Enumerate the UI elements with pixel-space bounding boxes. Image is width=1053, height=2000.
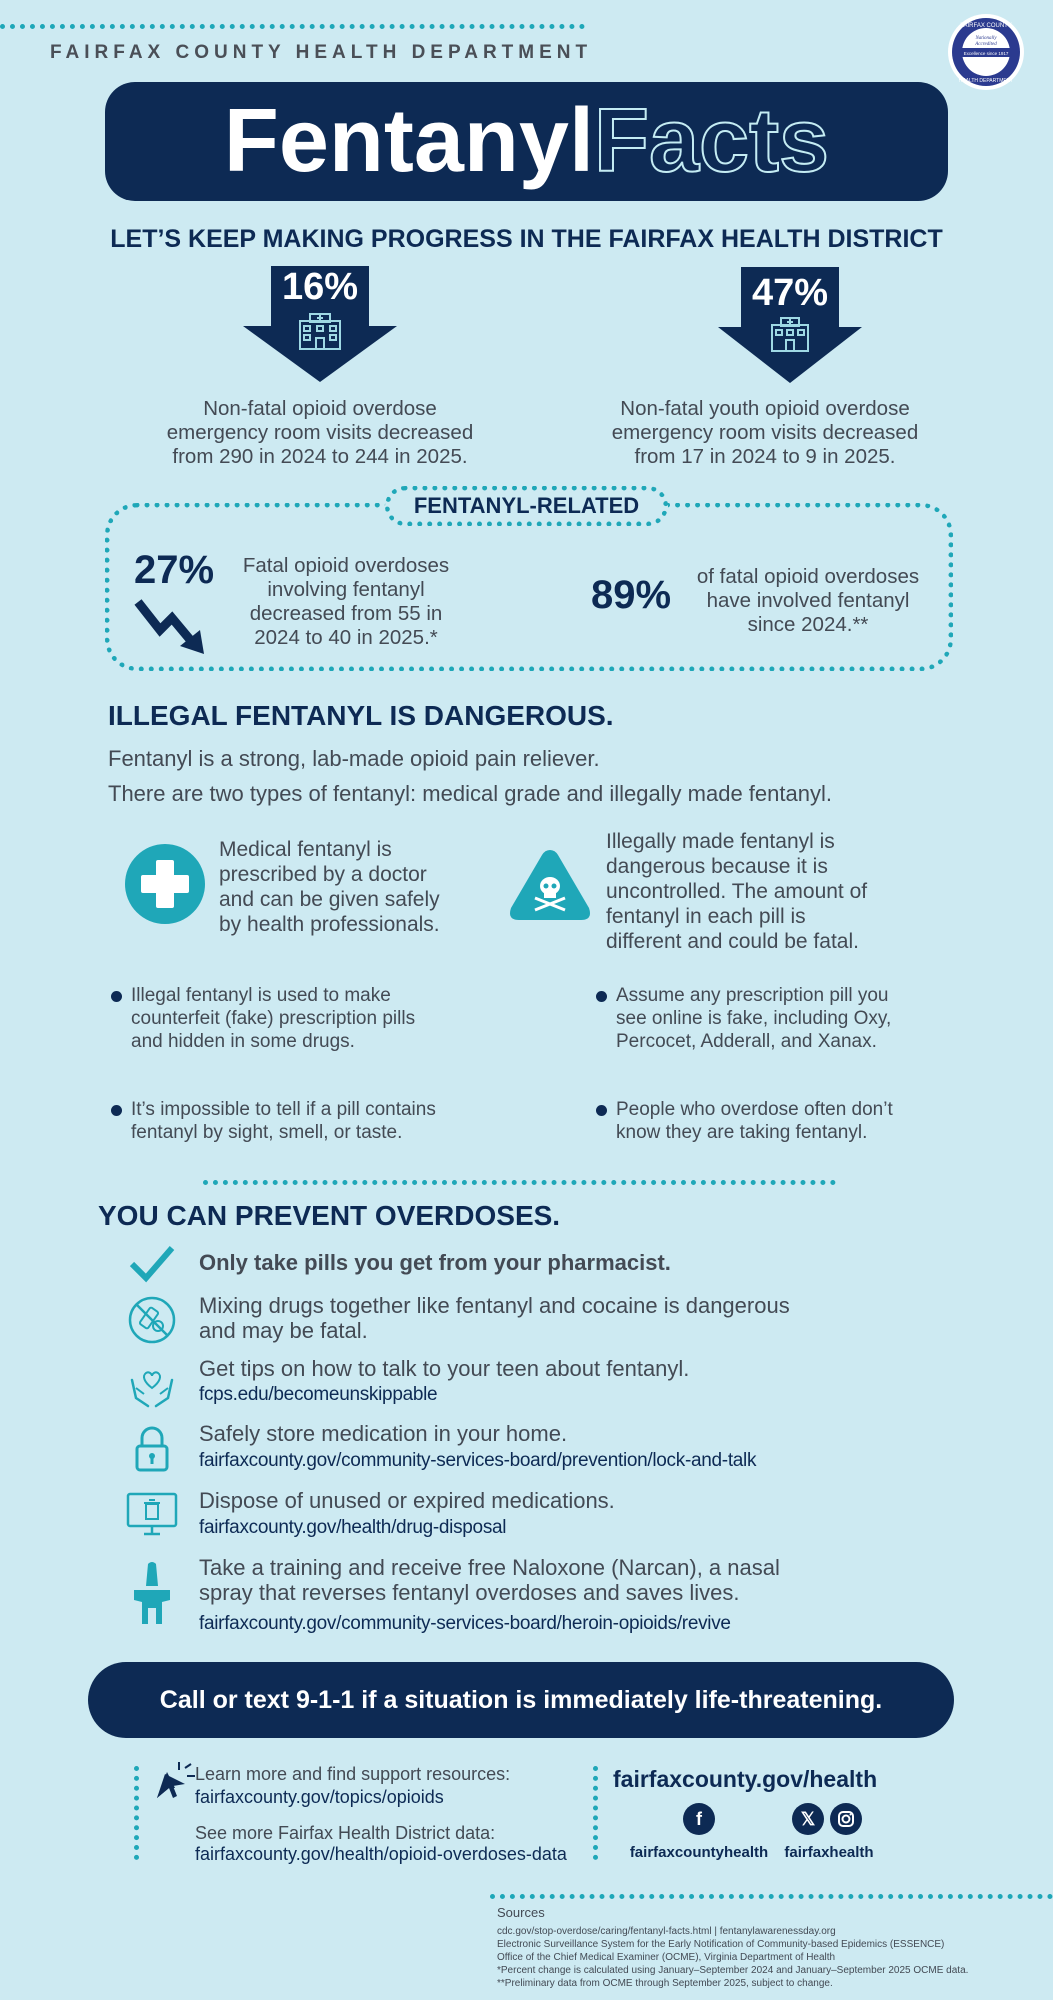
- stat-1-line-1: Non-fatal opioid overdose: [203, 397, 437, 420]
- fentanyl-involved-text: [676, 565, 940, 637]
- health-department-seal: [948, 14, 1024, 90]
- sources-dotted-divider: [490, 1894, 1053, 1899]
- fr-right-line-1: of fatal opioid overdoses: [696, 565, 920, 588]
- medical-line-4: by health professionals.: [219, 913, 440, 936]
- section-dotted-divider: [203, 1180, 836, 1185]
- stat-2-description: [565, 397, 965, 469]
- progress-heading: LET’S KEEP MAKING PROGRESS IN THE FAIRFAX HEALTH DISTRICT: [110, 225, 943, 253]
- seal-band-text: Excellence since 1917: [963, 51, 1009, 56]
- x-icon[interactable]: 𝕏: [792, 1803, 824, 1835]
- stat-1-line-2: emergency room visits decreased: [166, 421, 474, 444]
- skull-warning-icon: [507, 846, 593, 924]
- seal-icon: [948, 14, 1024, 90]
- top-dotted-divider: [0, 24, 585, 29]
- bullet-dot: [111, 991, 122, 1002]
- checkmark-icon: [126, 1238, 178, 1290]
- trend-down-arrow-icon: [134, 596, 208, 658]
- fr-left-line-3: decreased from 55 in: [249, 602, 443, 625]
- stat-2-percent: 47%: [751, 272, 829, 314]
- disposal-monitor-icon: [126, 1488, 178, 1540]
- footer-left-dotted-divider: [134, 1766, 139, 1860]
- source-line-3: Office of the Chief Medical Examiner (OCME), Virginia Department of Health: [497, 1952, 836, 1963]
- no-mixing-icon: [126, 1294, 178, 1346]
- health-site-link[interactable]: fairfaxcounty.gov/health: [613, 1766, 878, 1792]
- source-line-2: Electronic Surveillance System for the Early Notification of Community-based Epidemics (ESSENCE): [497, 1939, 945, 1950]
- seal-top-text: FAIRFAX COUNTY: [960, 23, 1012, 29]
- fentanyl-involved-percent: 89%: [591, 573, 672, 617]
- medical-line-1: Medical fentanyl is: [219, 838, 392, 861]
- fr-left-line-2: involving fentanyl: [267, 578, 425, 601]
- prevent-item-2-line-2: and may be fatal.: [199, 1318, 368, 1343]
- fr-left-line-1: Fatal opioid overdoses: [242, 554, 450, 577]
- medical-line-2: prescribed by a doctor: [219, 863, 427, 886]
- teen-tips-link[interactable]: fcps.edu/becomeunskippable: [199, 1384, 438, 1405]
- prevent-item-4-text: Safely store medication in your home.: [199, 1421, 568, 1446]
- source-line-4: *Percent change is calculated using January–September 2024 and January–September 2025 OCME data.: [497, 1965, 969, 1976]
- prevent-item-5-text: Dispose of unused or expired medications.: [199, 1488, 615, 1513]
- prevent-item-2-line-1: Mixing drugs together like fentanyl and cocaine is dangerous: [199, 1293, 790, 1318]
- bullet-dot: [111, 1105, 122, 1116]
- danger-intro-line-1: Fentanyl is a strong, lab-made opioid pain reliever.: [108, 746, 600, 771]
- stat-1-line-3: from 290 in 2024 to 244 in 2025.: [172, 445, 468, 468]
- title-word-facts: Facts: [593, 91, 830, 191]
- bullet-1-line-2: counterfeit (fake) prescription pills: [131, 1008, 416, 1029]
- overdose-data-link[interactable]: fairfaxcounty.gov/health/opioid-overdoses-data: [195, 1844, 567, 1864]
- illegal-line-5: different and could be fatal.: [606, 930, 859, 953]
- medical-fentanyl-text: [219, 837, 489, 937]
- illegal-line-1: Illegally made fentanyl is: [606, 830, 835, 853]
- facebook-handle: fairfaxcountyhealth: [629, 1844, 769, 1861]
- prevent-item-6-line-1: Take a training and receive free Naloxone (Narcan), a nasal: [199, 1555, 780, 1580]
- illegal-fentanyl-text: [606, 829, 926, 954]
- bullet-3-line-2: fentanyl by sight, smell, or taste.: [131, 1122, 403, 1143]
- bullet-dot: [596, 1105, 607, 1116]
- stat-2-line-1: Non-fatal youth opioid overdose: [620, 397, 910, 420]
- bullet-1-line-1: Illegal fentanyl is used to make: [131, 985, 391, 1006]
- danger-bullet-1: [131, 984, 491, 1053]
- department-name: FAIRFAX COUNTY HEALTH DEPARTMENT: [50, 42, 593, 63]
- bullet-3-line-1: It’s impossible to tell if a pill contains: [131, 1099, 436, 1120]
- bullet-1-line-3: and hidden in some drugs.: [131, 1031, 355, 1052]
- title-banner: [105, 82, 948, 201]
- prevent-item-3-text: Get tips on how to talk to your teen about fentanyl.: [199, 1356, 690, 1381]
- title-word-fentanyl: Fentanyl: [223, 91, 594, 191]
- seal-mid-text-1: Nationally: [975, 36, 997, 41]
- nasal-spray-icon: [126, 1560, 178, 1626]
- medical-line-3: and can be given safely: [219, 888, 440, 911]
- illegal-line-4: fentanyl in each pill is: [606, 905, 806, 928]
- bullet-4-line-2: know they are taking fentanyl.: [616, 1122, 868, 1143]
- stat-2-line-3: from 17 in 2024 to 9 in 2025.: [634, 445, 896, 468]
- bullet-dot: [596, 991, 607, 1002]
- bullet-2-line-3: Percocet, Adderall, and Xanax.: [616, 1031, 877, 1052]
- bullet-4-line-1: People who overdose often don’t: [616, 1099, 893, 1120]
- district-data-text: See more Fairfax Health District data:: [195, 1823, 496, 1843]
- danger-bullet-3: [131, 1098, 501, 1144]
- fentanyl-decrease-text: [218, 554, 474, 650]
- bullet-2-line-1: Assume any prescription pill you: [616, 985, 889, 1006]
- fr-right-line-2: have involved fentanyl: [706, 589, 910, 612]
- footer-right-dotted-divider: [593, 1766, 598, 1860]
- lock-and-talk-link[interactable]: fairfaxcounty.gov/community-services-board/prevention/lock-and-talk: [199, 1450, 757, 1471]
- fr-left-line-4: 2024 to 40 in 2025.*: [254, 626, 438, 649]
- drug-disposal-link[interactable]: fairfaxcounty.gov/health/drug-disposal: [199, 1517, 507, 1538]
- danger-bullet-2: [616, 984, 976, 1053]
- stat-1-description: [120, 397, 520, 469]
- naloxone-link[interactable]: fairfaxcounty.gov/community-services-board/heroin-opioids/revive: [199, 1613, 731, 1634]
- heart-hands-icon: [126, 1358, 178, 1410]
- prevent-item-6-text: [199, 1555, 780, 1605]
- prevent-item-6-line-2: spray that reverses fentanyl overdoses and saves lives.: [199, 1580, 740, 1605]
- danger-intro-line-2: There are two types of fentanyl: medical grade and illegally made fentanyl.: [108, 781, 832, 806]
- opioids-topic-link[interactable]: fairfaxcounty.gov/topics/opioids: [195, 1787, 444, 1807]
- x-instagram-handle: fairfaxhealth: [784, 1844, 874, 1861]
- cursor-click-icon: [153, 1758, 199, 1800]
- bullet-2-line-2: see online is fake, including Oxy,: [616, 1008, 892, 1029]
- lock-icon: [126, 1422, 178, 1474]
- fr-right-line-3: since 2024.**: [747, 613, 869, 636]
- prevent-item-1-text: Only take pills you get from your pharmacist.: [199, 1250, 671, 1275]
- learn-more-text: Learn more and find support resources:: [195, 1764, 511, 1784]
- fentanyl-decrease-percent: 27%: [134, 548, 215, 592]
- prevent-item-2-text: [199, 1293, 790, 1343]
- stat-1-percent: 16%: [281, 266, 359, 308]
- fentanyl-related-label: FENTANYL-RELATED: [385, 486, 668, 526]
- danger-heading: ILLEGAL FENTANYL IS DANGEROUS.: [108, 700, 614, 731]
- source-line-1: cdc.gov/stop-overdose/caring/fentanyl-facts.html | fentanylawarenessday.org: [497, 1926, 836, 1937]
- illegal-line-3: uncontrolled. The amount of: [606, 880, 868, 903]
- sources-title: Sources: [497, 1905, 545, 1920]
- stat-2-line-2: emergency room visits decreased: [611, 421, 919, 444]
- prevent-heading: YOU CAN PREVENT OVERDOSES.: [98, 1200, 561, 1231]
- danger-bullet-4: [616, 1098, 976, 1144]
- facebook-icon[interactable]: f: [683, 1803, 715, 1835]
- medical-cross-icon: [125, 844, 205, 924]
- source-line-5: **Preliminary data from OCME through September 2025, subject to change.: [497, 1978, 833, 1989]
- instagram-icon[interactable]: [830, 1803, 862, 1835]
- seal-mid-text-2: Accredited: [975, 42, 997, 47]
- emergency-call-banner: Call or text 9-1-1 if a situation is immediately life-threatening.: [88, 1662, 954, 1738]
- illegal-line-2: dangerous because it is: [606, 855, 828, 878]
- seal-bottom-text: HEALTH DEPARTMENT: [958, 78, 1014, 84]
